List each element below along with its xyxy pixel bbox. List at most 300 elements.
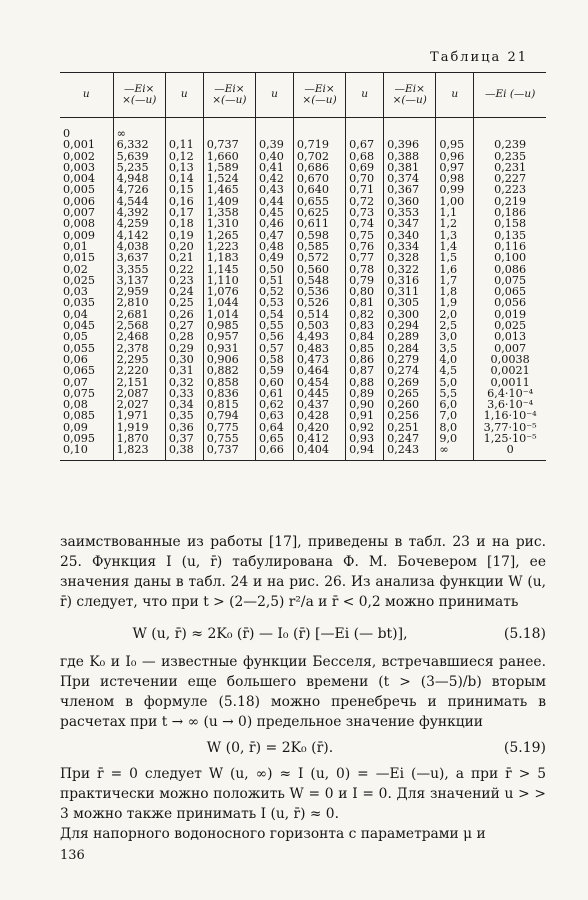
table-cell: 0,815 <box>203 399 255 410</box>
table-cell: 0,32 <box>165 377 203 388</box>
table-cell: 0,085 <box>63 409 96 423</box>
table-row <box>60 331 546 342</box>
equation-number: (5.18) <box>503 626 546 642</box>
table-cell: 0,42 <box>256 173 294 184</box>
table-cell: 0,35 <box>165 410 203 421</box>
table-cell: 0,737 <box>203 139 255 150</box>
table-cell: 2,151 <box>113 377 165 388</box>
table-cell: 0,239 <box>474 139 546 150</box>
table-cell: 0,65 <box>256 433 294 444</box>
table-cell: 0,73 <box>346 207 384 218</box>
table-cell: 2,027 <box>113 399 165 410</box>
paragraph-1: заимствованные из работы [17], приведены в табл. 23 и на рис. 25. Функция I (u, r̄) табулирована Ф. М. Бочевером [17], ее значения даны в табл. 24 и на рис. 26. Из анализа функции W (u, r̄) следует, что при t > (2—2,5) r²/a и r̄ < 0,2 можно принимать <box>60 534 546 610</box>
table-cell: 3,5 <box>436 343 474 354</box>
table-cell: 0,09 <box>63 420 88 434</box>
paragraph-2: где K₀ и I₀ — известные функции Бесселя, встречавшиеся ранее. При истечении еще большего времени (t > (3—5)/b) вторым членом в формуле (5.18) можно пренебречь и принимать в расчетах при t → ∞ (u → 0) предельное значение функции <box>60 654 546 730</box>
table-cell: 0,53 <box>256 297 294 308</box>
table-cell: 3,6·10⁻⁴ <box>474 399 546 410</box>
table-cell: 0,560 <box>293 264 345 275</box>
table-cell: 0,235 <box>474 151 546 162</box>
col-header: u <box>256 73 294 118</box>
table-row <box>60 139 546 150</box>
spacer-cell <box>203 118 255 129</box>
table-cell: 0,158 <box>474 218 546 229</box>
table-cell: 0,66 <box>256 444 294 460</box>
table-cell: 0,87 <box>346 365 384 376</box>
table-cell: 3,137 <box>113 275 165 286</box>
table-cell: 0,40 <box>256 151 294 162</box>
table-cell: 0,11 <box>165 139 203 150</box>
table-cell: ∞ <box>113 128 165 139</box>
table-cell: 0,59 <box>256 365 294 376</box>
table-cell: 0,858 <box>203 377 255 388</box>
table-cell: 0,655 <box>293 196 345 207</box>
table-cell: 0,12 <box>165 151 203 162</box>
table-cell: 0,0038 <box>474 354 546 365</box>
table-cell: 0,90 <box>346 399 384 410</box>
table-cell: 0,69 <box>346 162 384 173</box>
table-cell: 0,015 <box>63 251 96 265</box>
table-cell: 0,548 <box>293 275 345 286</box>
table-row <box>60 252 546 263</box>
table-cell: 1,870 <box>113 433 165 444</box>
table-cell: 0,013 <box>474 331 546 342</box>
table-cell: 1,7 <box>436 275 474 286</box>
table-cell: 0,76 <box>346 241 384 252</box>
table-body <box>60 118 546 461</box>
table-cell: 0,28 <box>165 331 203 342</box>
table-cell: 0,70 <box>346 173 384 184</box>
table-cell: 0,008 <box>63 217 96 231</box>
table-cell: 0,68 <box>346 151 384 162</box>
table-cell: 0,514 <box>293 309 345 320</box>
table-cell: 0,10 <box>60 444 113 460</box>
table-cell: 0,25 <box>165 297 203 308</box>
table-cell: 5,639 <box>113 151 165 162</box>
table-cell: 0,009 <box>63 228 96 242</box>
table-cell: 0,075 <box>63 386 96 400</box>
table-cell: 0,62 <box>256 399 294 410</box>
table-cell: 0,50 <box>256 264 294 275</box>
table-cell: 4,948 <box>113 173 165 184</box>
spacer-cell <box>293 118 345 129</box>
table-cell: 0,625 <box>293 207 345 218</box>
table-cell: 0,957 <box>203 331 255 342</box>
function-table <box>60 72 546 461</box>
table-cell: 0,065 <box>63 364 96 378</box>
equation-formula: W (0, r̄) = 2K₀ (r̄). <box>206 740 334 756</box>
table-cell: 0,931 <box>203 343 255 354</box>
table-cell: 0,89 <box>346 388 384 399</box>
table-cell: 0,055 <box>63 341 96 355</box>
table-cell: 0,23 <box>165 275 203 286</box>
table-cell: 0,84 <box>346 331 384 342</box>
table-cell: 2,810 <box>113 297 165 308</box>
table-cell: 1,310 <box>203 218 255 229</box>
table-cell: 0,367 <box>384 184 436 195</box>
table-cell: 0,44 <box>256 196 294 207</box>
table-cell: 0,445 <box>293 388 345 399</box>
table-cell: 1,524 <box>203 173 255 184</box>
table-cell: 0,075 <box>474 275 546 286</box>
table-cell: 0,316 <box>384 275 436 286</box>
table-cell: 0,311 <box>384 286 436 297</box>
table-cell: 0,13 <box>165 162 203 173</box>
table-cell: 0,247 <box>384 433 436 444</box>
col-header: u <box>60 73 113 118</box>
table-cell: 0,719 <box>293 139 345 150</box>
table-cell: 0,86 <box>346 354 384 365</box>
table-cell: 0,39 <box>256 139 294 150</box>
table-cell: 0,22 <box>165 264 203 275</box>
spacer-row <box>60 118 546 129</box>
table-cell: 0,274 <box>384 365 436 376</box>
table-cell: 4,0 <box>436 354 474 365</box>
table-cell: 9,0 <box>436 433 474 444</box>
table-cell: 0,07 <box>63 375 88 389</box>
table-cell: 0,57 <box>256 343 294 354</box>
table-cell: 0,43 <box>256 184 294 195</box>
table-cell: 0,0021 <box>474 365 546 376</box>
table-cell: 0,284 <box>384 343 436 354</box>
table-cell: 0,420 <box>293 422 345 433</box>
table-cell: 2,0 <box>436 309 474 320</box>
table-row <box>60 444 546 460</box>
table-cell: 4,392 <box>113 207 165 218</box>
table-cell: 0,065 <box>474 286 546 297</box>
table-cell: 2,681 <box>113 309 165 320</box>
table-cell: 4,259 <box>113 218 165 229</box>
col-header: —Ei (—u) <box>474 73 546 118</box>
equation-formula: W (u, r̄) ≈ 2K₀ (r̄) — I₀ (r̄) [—Ei (— bt)], <box>132 626 408 642</box>
table-cell: 0,78 <box>346 264 384 275</box>
table-cell: 0,611 <box>293 218 345 229</box>
table-cell: 1,971 <box>113 410 165 421</box>
table-cell: 0 <box>63 127 71 140</box>
table-row <box>60 218 546 229</box>
table-cell: 1,16·10⁻⁴ <box>474 410 546 421</box>
spacer-cell <box>256 118 294 129</box>
equation-number: (5.19) <box>503 740 546 756</box>
table-cell: 5,0 <box>436 377 474 388</box>
table-cell: 0,388 <box>384 151 436 162</box>
table-cell: 2,295 <box>113 354 165 365</box>
table-cell: 0,702 <box>293 151 345 162</box>
table-row <box>60 365 546 376</box>
table-cell: 1,409 <box>203 196 255 207</box>
table-caption: Таблица 21 <box>430 50 528 65</box>
table-cell: 1,145 <box>203 264 255 275</box>
table-cell: 0,48 <box>256 241 294 252</box>
table-cell: 0,585 <box>293 241 345 252</box>
table-cell: 1,044 <box>203 297 255 308</box>
table-cell: 3,355 <box>113 264 165 275</box>
table-cell: 0,46 <box>256 218 294 229</box>
table-cell: 0,305 <box>384 297 436 308</box>
table-cell: 0,14 <box>165 173 203 184</box>
table-cell: 0,251 <box>384 422 436 433</box>
table-cell: 0,52 <box>256 286 294 297</box>
table-cell: 0,340 <box>384 230 436 241</box>
table-cell: 0,025 <box>63 273 96 287</box>
table-header-row <box>60 73 546 118</box>
table-cell: 1,823 <box>113 444 165 460</box>
col-header: u <box>165 73 203 118</box>
table-cell: 0,294 <box>384 320 436 331</box>
table-cell: 0,55 <box>256 320 294 331</box>
table-cell: 4,726 <box>113 184 165 195</box>
table-cell: 0,428 <box>293 410 345 421</box>
table-cell: 1,2 <box>436 218 474 229</box>
table-cell: 0,737 <box>203 444 255 460</box>
table-cell: 0,81 <box>346 297 384 308</box>
table-cell: 0,61 <box>256 388 294 399</box>
table-cell: 1,076 <box>203 286 255 297</box>
table-cell: 0,03 <box>63 285 88 299</box>
table-cell: 0,63 <box>256 410 294 421</box>
table-cell: 8,0 <box>436 422 474 433</box>
table-cell: 0,437 <box>293 399 345 410</box>
table-cell: 0,598 <box>293 230 345 241</box>
table-cell: 1,9 <box>436 297 474 308</box>
table-cell: 0,007 <box>474 343 546 354</box>
table-cell: 0,002 <box>63 149 96 163</box>
table-cell: 0,19 <box>165 230 203 241</box>
table-cell: 1,6 <box>436 264 474 275</box>
table-cell: 0,025 <box>474 320 546 331</box>
table-cell: 0,17 <box>165 207 203 218</box>
table-cell: 0,464 <box>293 365 345 376</box>
page-number: 136 <box>60 848 85 863</box>
table-cell: 0,640 <box>293 184 345 195</box>
table-cell: 0,75 <box>346 230 384 241</box>
table-cell: 0,836 <box>203 388 255 399</box>
table-cell: 0,80 <box>346 286 384 297</box>
paragraph-3: При r̄ = 0 следует W (u, ∞) ≈ I (u, 0) = —Ei (—u), а при r̄ > 5 практически можно положить W = 0 и I = 0. Для значений u > > 3 можно также принимать I (u, r̄) ≈ 0. <box>60 766 546 822</box>
table-cell: 0,93 <box>346 433 384 444</box>
table-cell: 0,91 <box>346 410 384 421</box>
table-cell: 0,100 <box>474 252 546 263</box>
table-cell: 0,045 <box>63 319 96 333</box>
table-cell: 6,4·10⁻⁴ <box>474 388 546 399</box>
table-cell: 1,358 <box>203 207 255 218</box>
col-header: —Ei× ×(—u) <box>384 73 436 118</box>
table-cell: 2,087 <box>113 388 165 399</box>
table-cell: 0,381 <box>384 162 436 173</box>
table-cell: 0,92 <box>346 422 384 433</box>
table-cell: 4,544 <box>113 196 165 207</box>
table-cell: 0,20 <box>165 241 203 252</box>
table-cell: 0,086 <box>474 264 546 275</box>
table-cell: 1,1 <box>436 207 474 218</box>
table-cell: 0,243 <box>384 444 436 460</box>
col-header: —Ei× ×(—u) <box>293 73 345 118</box>
table-cell: 0,135 <box>474 230 546 241</box>
table-cell: 5,235 <box>113 162 165 173</box>
table-cell: 3,0 <box>436 331 474 342</box>
table-cell: 0,98 <box>436 173 474 184</box>
table-cell: 2,5 <box>436 320 474 331</box>
table-cell: 0,001 <box>63 138 96 152</box>
table-cell: 0,29 <box>165 343 203 354</box>
table-cell: 0,64 <box>256 422 294 433</box>
table-cell: 0,503 <box>293 320 345 331</box>
spacer-cell <box>346 118 384 129</box>
table-cell: ∞ <box>436 444 474 460</box>
table-cell: 1,919 <box>113 422 165 433</box>
table-cell: 6,0 <box>436 399 474 410</box>
table-cell: 0,30 <box>165 354 203 365</box>
table-cell: 0,686 <box>293 162 345 173</box>
col-header: u <box>346 73 384 118</box>
table-cell: 0,396 <box>384 139 436 150</box>
table-cell: 0,404 <box>293 444 345 460</box>
table-cell: 0,54 <box>256 309 294 320</box>
table-cell: 0,34 <box>165 399 203 410</box>
table-cell: 0,06 <box>63 352 88 366</box>
table-cell: 0,347 <box>384 218 436 229</box>
spacer-cell <box>436 118 474 129</box>
table-cell: 0,36 <box>165 422 203 433</box>
table-cell: 0,94 <box>346 444 384 460</box>
table-cell: 0,231 <box>474 162 546 173</box>
table-cell: 0,328 <box>384 252 436 263</box>
table-cell: 3,637 <box>113 252 165 263</box>
table-cell: 0,95 <box>436 139 474 150</box>
table-cell: 0,360 <box>384 196 436 207</box>
spacer-cell <box>384 118 436 129</box>
table-cell: 0,16 <box>165 196 203 207</box>
table-cell: 0,97 <box>436 162 474 173</box>
table-cell: 0,47 <box>256 230 294 241</box>
table-cell: 0,49 <box>256 252 294 263</box>
table-cell: 0,56 <box>256 331 294 342</box>
table-cell: 0,186 <box>474 207 546 218</box>
table-cell: 4,038 <box>113 241 165 252</box>
table-cell: 0,74 <box>346 218 384 229</box>
table-cell: 0,45 <box>256 207 294 218</box>
table-cell: 0,007 <box>63 206 96 220</box>
col-header: u <box>436 73 474 118</box>
table-cell: 0,18 <box>165 218 203 229</box>
table-cell: 2,220 <box>113 365 165 376</box>
table-cell: 0,289 <box>384 331 436 342</box>
table-cell: 2,468 <box>113 331 165 342</box>
table-cell: 0,96 <box>436 151 474 162</box>
table-cell: 1,183 <box>203 252 255 263</box>
table-cell: 0,71 <box>346 184 384 195</box>
table-cell: 4,142 <box>113 230 165 241</box>
table-cell: 0,99 <box>436 184 474 195</box>
table-cell: 3,77·10⁻⁵ <box>474 422 546 433</box>
table-cell: 0,72 <box>346 196 384 207</box>
table-cell: 6,332 <box>113 139 165 150</box>
table-cell: 0,670 <box>293 173 345 184</box>
table-cell: 0,265 <box>384 388 436 399</box>
table-cell: 0,775 <box>203 422 255 433</box>
table-cell: 0,526 <box>293 297 345 308</box>
spacer-cell <box>165 118 203 129</box>
table-cell: 4,5 <box>436 365 474 376</box>
table-cell: 0,572 <box>293 252 345 263</box>
table-cell: 0,004 <box>63 172 96 186</box>
col-header: —Ei× ×(—u) <box>203 73 255 118</box>
table-cell: 0,26 <box>165 309 203 320</box>
table-cell: 0,300 <box>384 309 436 320</box>
table-cell: 0,019 <box>474 309 546 320</box>
table-cell: 0,27 <box>165 320 203 331</box>
table-cell: 0,353 <box>384 207 436 218</box>
table-cell: 1,465 <box>203 184 255 195</box>
col-header: —Ei× ×(—u) <box>113 73 165 118</box>
table-cell: 2,568 <box>113 320 165 331</box>
table-cell: 1,223 <box>203 241 255 252</box>
table-cell: 0,095 <box>63 432 96 446</box>
table-cell: 0,056 <box>474 297 546 308</box>
table-cell: 1,660 <box>203 151 255 162</box>
table-cell: 0,219 <box>474 196 546 207</box>
table-cell: 0,256 <box>384 410 436 421</box>
table-cell: 0,08 <box>63 398 88 412</box>
table-cell: 0,473 <box>293 354 345 365</box>
table-cell: 0,79 <box>346 275 384 286</box>
table-cell: 0,006 <box>63 194 96 208</box>
table-cell: 0,985 <box>203 320 255 331</box>
table-cell: 1,8 <box>436 286 474 297</box>
table-cell: 1,265 <box>203 230 255 241</box>
spacer-cell <box>474 118 546 129</box>
table-cell: 0,906 <box>203 354 255 365</box>
table-cell: 5,5 <box>436 388 474 399</box>
table-cell: 1,25·10⁻⁵ <box>474 433 546 444</box>
table-cell: 0,035 <box>63 296 96 310</box>
table-cell: 0,58 <box>256 354 294 365</box>
table-cell: 0,227 <box>474 173 546 184</box>
table-cell: 1,3 <box>436 230 474 241</box>
table-cell: 0,260 <box>384 399 436 410</box>
table-cell: 1,00 <box>436 196 474 207</box>
table-cell: 0,82 <box>346 309 384 320</box>
table-cell: 7,0 <box>436 410 474 421</box>
table-cell: 0 <box>474 444 546 460</box>
table-cell: 0,21 <box>165 252 203 263</box>
table-cell: 0,60 <box>256 377 294 388</box>
table-cell: 0,02 <box>63 262 88 276</box>
table-cell: 0,223 <box>474 184 546 195</box>
table-cell: 0,334 <box>384 241 436 252</box>
table-cell: 0,01 <box>63 239 88 253</box>
table-cell: 0,322 <box>384 264 436 275</box>
table-cell: 0,33 <box>165 388 203 399</box>
table-cell: 0,412 <box>293 433 345 444</box>
table-cell: 0,77 <box>346 252 384 263</box>
table-cell: 0,24 <box>165 286 203 297</box>
table-cell: 0,38 <box>165 444 203 460</box>
table-cell: 0,374 <box>384 173 436 184</box>
table-cell: 1,5 <box>436 252 474 263</box>
table-cell: 0,15 <box>165 184 203 195</box>
table-cell: 0,85 <box>346 343 384 354</box>
table-cell: 0,88 <box>346 377 384 388</box>
table-cell: 0,882 <box>203 365 255 376</box>
table-cell: 0,04 <box>63 307 88 321</box>
table-cell: 0,83 <box>346 320 384 331</box>
table-cell: 0,483 <box>293 343 345 354</box>
table-cell: 1,014 <box>203 309 255 320</box>
table-cell: 0,536 <box>293 286 345 297</box>
table-cell: 0,31 <box>165 365 203 376</box>
table-cell: 0,794 <box>203 410 255 421</box>
